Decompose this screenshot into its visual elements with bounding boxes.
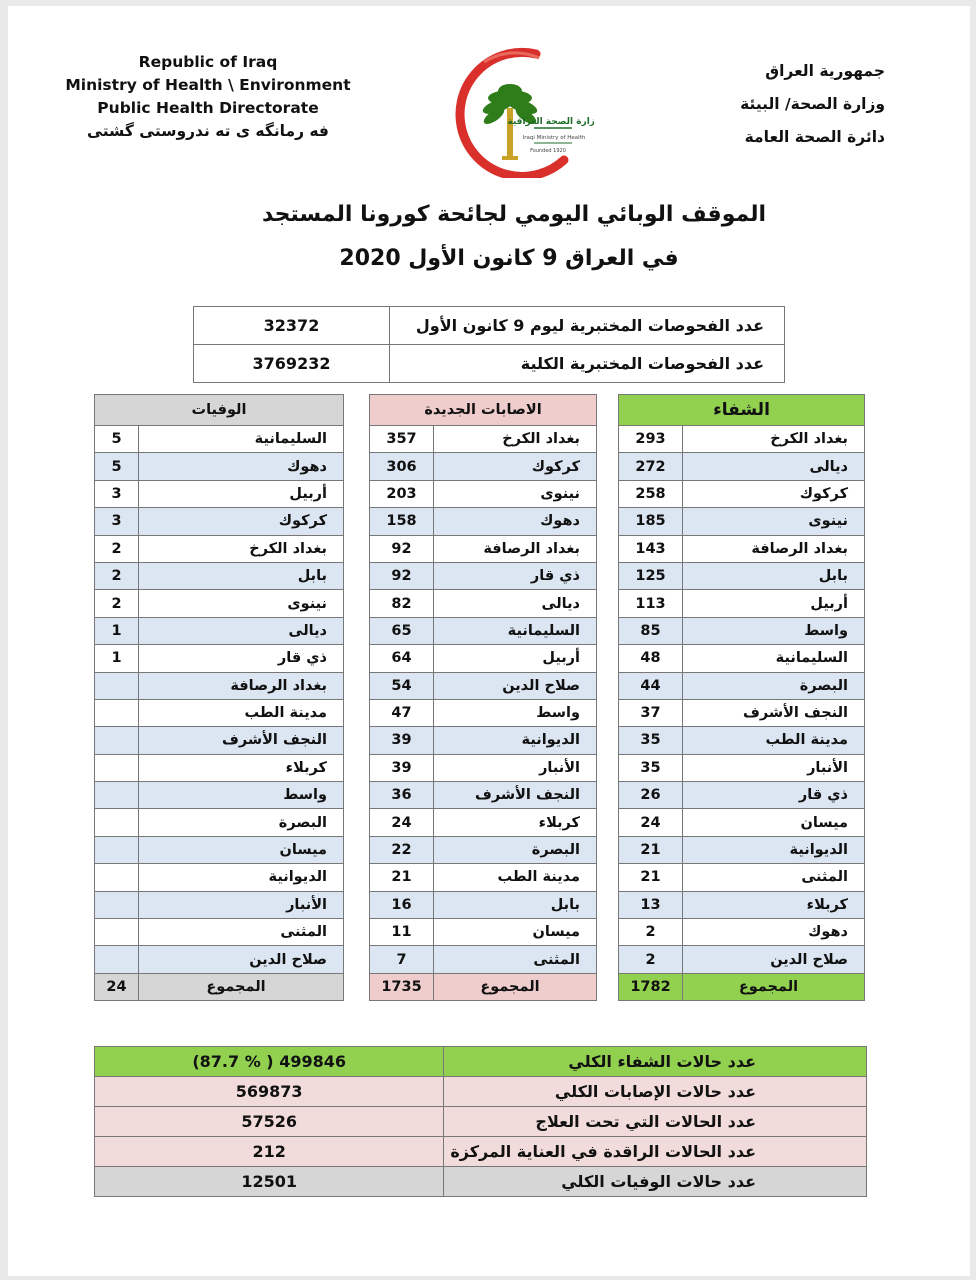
lab-tests-table: [193, 306, 785, 383]
recoveries-governorate: ذي قار: [683, 782, 865, 809]
recoveries-governorate: بابل: [683, 562, 865, 589]
recoveries-table: [618, 394, 865, 1001]
deaths-row: [95, 590, 344, 617]
new-cases-value: 36: [370, 782, 434, 809]
report-subtitle-date: في العراق 9 كانون الأول 2020: [339, 246, 679, 271]
deaths-governorate: الأنبار: [139, 891, 344, 918]
deaths-governorate: ذي قار: [139, 645, 344, 672]
recoveries-value: 143: [619, 535, 683, 562]
header-country-en: Republic of Iraq: [138, 53, 278, 71]
new-cases-total-label: المجموع: [434, 973, 597, 1000]
recoveries-row: [619, 946, 865, 973]
new-cases-total-row: [370, 973, 597, 1000]
new-cases-governorate: دهوك: [434, 508, 597, 535]
deaths-row: [95, 946, 344, 973]
deaths-row: [95, 754, 344, 781]
new-cases-governorate: الأنبار: [434, 754, 597, 781]
new-cases-governorate: البصرة: [434, 836, 597, 863]
new-cases-value: 11: [370, 919, 434, 946]
header-directorate-ku: فه رمانگه ى ته ندروستى گشتى: [87, 122, 329, 140]
deaths-row: [95, 508, 344, 535]
recoveries-governorate: ديالى: [683, 453, 865, 480]
new-cases-row: [370, 754, 597, 781]
new-cases-value: 21: [370, 864, 434, 891]
new-cases-row: [370, 617, 597, 644]
summary-label: عدد الحالات التي تحت العلاج: [444, 1107, 867, 1137]
new-cases-row: [370, 562, 597, 589]
recoveries-total-value: 1782: [619, 973, 683, 1000]
recoveries-row: [619, 809, 865, 836]
deaths-value: 3: [95, 508, 139, 535]
deaths-row: [95, 453, 344, 480]
new-cases-row: [370, 809, 597, 836]
deaths-row: [95, 836, 344, 863]
deaths-value: 3: [95, 480, 139, 507]
summary-row: [95, 1047, 867, 1077]
report-page: [8, 6, 970, 1276]
recoveries-value: 185: [619, 508, 683, 535]
deaths-governorate: أربيل: [139, 480, 344, 507]
new-cases-value: 64: [370, 645, 434, 672]
new-cases-value: 158: [370, 508, 434, 535]
new-cases-value: 16: [370, 891, 434, 918]
deaths-row: [95, 891, 344, 918]
new-cases-value: 357: [370, 426, 434, 453]
new-cases-governorate: مدينة الطب: [434, 864, 597, 891]
new-cases-value: 22: [370, 836, 434, 863]
header-ministry-en: Ministry of Health \ Environment: [65, 76, 351, 94]
recoveries-governorate: صلاح الدين: [683, 946, 865, 973]
new-cases-row: [370, 453, 597, 480]
recoveries-value: 26: [619, 782, 683, 809]
new-cases-row: [370, 782, 597, 809]
new-cases-value: 7: [370, 946, 434, 973]
recoveries-row: [619, 453, 865, 480]
new-cases-governorate: النجف الأشرف: [434, 782, 597, 809]
summary-row: [95, 1107, 867, 1137]
deaths-row: [95, 426, 344, 453]
deaths-row: [95, 919, 344, 946]
deaths-governorate: صلاح الدين: [139, 946, 344, 973]
recoveries-row: [619, 891, 865, 918]
new-cases-value: 92: [370, 535, 434, 562]
deaths-governorate: بغداد الكرخ: [139, 535, 344, 562]
total-tests-label: عدد الفحوصات المختبرية الكلية: [390, 345, 785, 383]
deaths-row: [95, 645, 344, 672]
new-cases-governorate: بابل: [434, 891, 597, 918]
deaths-row: [95, 562, 344, 589]
new-cases-value: 39: [370, 727, 434, 754]
new-cases-governorate: كركوك: [434, 453, 597, 480]
deaths-governorate: السليمانية: [139, 426, 344, 453]
recoveries-governorate: الأنبار: [683, 754, 865, 781]
new-cases-table: [369, 394, 597, 1001]
new-cases-row: [370, 699, 597, 726]
header-country-ar: جمهورية العراق: [765, 62, 885, 80]
deaths-row: [95, 782, 344, 809]
recoveries-governorate: أربيل: [683, 590, 865, 617]
new-cases-governorate: واسط: [434, 699, 597, 726]
recoveries-governorate: السليمانية: [683, 645, 865, 672]
deaths-value: 2: [95, 535, 139, 562]
new-cases-governorate: أربيل: [434, 645, 597, 672]
new-cases-value: 306: [370, 453, 434, 480]
recoveries-value: 272: [619, 453, 683, 480]
recoveries-row: [619, 590, 865, 617]
new-cases-governorate: بغداد الكرخ: [434, 426, 597, 453]
new-cases-value: 203: [370, 480, 434, 507]
recoveries-governorate: بغداد الكرخ: [683, 426, 865, 453]
deaths-governorate: الديوانية: [139, 864, 344, 891]
recoveries-governorate: بغداد الرصافة: [683, 535, 865, 562]
recoveries-row: [619, 836, 865, 863]
deaths-row: [95, 727, 344, 754]
new-cases-row: [370, 727, 597, 754]
new-cases-row: [370, 672, 597, 699]
summary-value: 12501: [95, 1167, 444, 1197]
deaths-value: [95, 727, 139, 754]
recoveries-row: [619, 754, 865, 781]
recoveries-total-label: المجموع: [683, 973, 865, 1000]
deaths-governorate: نينوى: [139, 590, 344, 617]
summary-value: 57526: [95, 1107, 444, 1137]
recoveries-governorate: النجف الأشرف: [683, 699, 865, 726]
recoveries-row: [619, 562, 865, 589]
deaths-governorate: النجف الأشرف: [139, 727, 344, 754]
summary-value: 569873: [95, 1077, 444, 1107]
new-cases-header: الاصابات الجديدة: [370, 395, 597, 426]
deaths-value: [95, 809, 139, 836]
recoveries-row: [619, 919, 865, 946]
deaths-governorate: دهوك: [139, 453, 344, 480]
deaths-value: 2: [95, 590, 139, 617]
recoveries-governorate: كربلاء: [683, 891, 865, 918]
new-cases-governorate: الديوانية: [434, 727, 597, 754]
new-cases-row: [370, 891, 597, 918]
recoveries-value: 48: [619, 645, 683, 672]
recoveries-row: [619, 508, 865, 535]
new-cases-governorate: ذي قار: [434, 562, 597, 589]
new-cases-row: [370, 836, 597, 863]
deaths-value: [95, 946, 139, 973]
new-cases-row: [370, 864, 597, 891]
recoveries-governorate: المثنى: [683, 864, 865, 891]
deaths-governorate: مدينة الطب: [139, 699, 344, 726]
deaths-value: 1: [95, 617, 139, 644]
new-cases-row: [370, 590, 597, 617]
deaths-value: [95, 672, 139, 699]
new-cases-row: [370, 480, 597, 507]
arabic-header: [665, 55, 885, 154]
new-cases-governorate: بغداد الرصافة: [434, 535, 597, 562]
summary-row: [95, 1167, 867, 1197]
recoveries-header: الشفاء: [619, 395, 865, 426]
summary-value: (87.7 % ) 499846: [95, 1047, 444, 1077]
total-tests-row: [194, 345, 785, 383]
new-cases-value: 47: [370, 699, 434, 726]
summary-label: عدد حالات الشفاء الكلي: [444, 1047, 867, 1077]
header-ministry-ar: وزارة الصحة/ البيئة: [740, 95, 885, 113]
ministry-logo: [444, 42, 594, 178]
daily-tests-label: عدد الفحوصات المختبرية ليوم 9 كانون الأول: [390, 307, 785, 345]
recoveries-row: [619, 645, 865, 672]
recoveries-governorate: ميسان: [683, 809, 865, 836]
recoveries-row: [619, 782, 865, 809]
recoveries-row: [619, 699, 865, 726]
logo-text-en: Iraqi Ministry of Health: [522, 135, 586, 141]
logo-text-main: وزارة الصحة العراقية: [507, 117, 594, 127]
deaths-total-label: المجموع: [139, 973, 344, 1000]
recoveries-governorate: مدينة الطب: [683, 727, 865, 754]
recoveries-value: 37: [619, 699, 683, 726]
summary-value: 212: [95, 1137, 444, 1167]
recoveries-governorate: دهوك: [683, 919, 865, 946]
deaths-governorate: كركوك: [139, 508, 344, 535]
deaths-governorate: بغداد الرصافة: [139, 672, 344, 699]
deaths-row: [95, 699, 344, 726]
new-cases-value: 24: [370, 809, 434, 836]
recoveries-governorate: البصرة: [683, 672, 865, 699]
logo-text-founded: Founded 1920: [530, 148, 566, 154]
recoveries-governorate: واسط: [683, 617, 865, 644]
new-cases-governorate: كربلاء: [434, 809, 597, 836]
recoveries-value: 293: [619, 426, 683, 453]
deaths-governorate: ديالى: [139, 617, 344, 644]
deaths-value: [95, 836, 139, 863]
recoveries-row: [619, 864, 865, 891]
deaths-value: 2: [95, 562, 139, 589]
summary-label: عدد حالات الوفيات الكلي: [444, 1167, 867, 1197]
new-cases-governorate: السليمانية: [434, 617, 597, 644]
deaths-total-row: [95, 973, 344, 1000]
new-cases-row: [370, 946, 597, 973]
report-title: الموقف الوبائي اليومي لجائحة كورونا المستجد: [261, 202, 767, 227]
recoveries-row: [619, 672, 865, 699]
recoveries-value: 35: [619, 754, 683, 781]
new-cases-row: [370, 426, 597, 453]
deaths-value: [95, 699, 139, 726]
new-cases-governorate: صلاح الدين: [434, 672, 597, 699]
deaths-value: 5: [95, 426, 139, 453]
new-cases-header-row: [370, 395, 597, 426]
new-cases-governorate: ميسان: [434, 919, 597, 946]
recoveries-row: [619, 727, 865, 754]
deaths-value: [95, 864, 139, 891]
deaths-header-row: [95, 395, 344, 426]
summary-label: عدد حالات الإصابات الكلي: [444, 1077, 867, 1107]
recoveries-value: 125: [619, 562, 683, 589]
new-cases-value: 92: [370, 562, 434, 589]
header-directorate-en: Public Health Directorate: [97, 99, 319, 117]
deaths-governorate: كربلاء: [139, 754, 344, 781]
recoveries-row: [619, 426, 865, 453]
recoveries-row: [619, 617, 865, 644]
recoveries-row: [619, 535, 865, 562]
deaths-value: [95, 754, 139, 781]
recoveries-value: 35: [619, 727, 683, 754]
deaths-row: [95, 535, 344, 562]
deaths-governorate: واسط: [139, 782, 344, 809]
new-cases-value: 39: [370, 754, 434, 781]
deaths-value: 5: [95, 453, 139, 480]
new-cases-value: 82: [370, 590, 434, 617]
deaths-total-value: 24: [95, 973, 139, 1000]
recoveries-value: 85: [619, 617, 683, 644]
totals-summary-table: [94, 1046, 867, 1197]
header-directorate-ar: دائرة الصحة العامة: [744, 128, 885, 146]
recoveries-governorate: كركوك: [683, 480, 865, 507]
recoveries-value: 44: [619, 672, 683, 699]
recoveries-header-row: [619, 395, 865, 426]
new-cases-total-value: 1735: [370, 973, 434, 1000]
new-cases-governorate: المثنى: [434, 946, 597, 973]
new-cases-value: 65: [370, 617, 434, 644]
deaths-row: [95, 864, 344, 891]
recoveries-value: 258: [619, 480, 683, 507]
palm-tree-logo-icon: [444, 42, 594, 178]
deaths-row: [95, 672, 344, 699]
new-cases-row: [370, 508, 597, 535]
recoveries-governorate: الديوانية: [683, 836, 865, 863]
deaths-row: [95, 617, 344, 644]
total-tests-value: 3769232: [194, 345, 390, 383]
deaths-governorate: البصرة: [139, 809, 344, 836]
deaths-value: [95, 919, 139, 946]
recoveries-value: 13: [619, 891, 683, 918]
new-cases-row: [370, 919, 597, 946]
deaths-governorate: بابل: [139, 562, 344, 589]
deaths-header: الوفيات: [95, 395, 344, 426]
recoveries-value: 24: [619, 809, 683, 836]
recoveries-value: 2: [619, 946, 683, 973]
recoveries-value: 21: [619, 836, 683, 863]
new-cases-governorate: ديالى: [434, 590, 597, 617]
new-cases-governorate: نينوى: [434, 480, 597, 507]
recoveries-value: 2: [619, 919, 683, 946]
new-cases-row: [370, 645, 597, 672]
deaths-value: [95, 891, 139, 918]
recoveries-total-row: [619, 973, 865, 1000]
summary-label: عدد الحالات الراقدة في العناية المركزة: [444, 1137, 867, 1167]
summary-row: [95, 1137, 867, 1167]
deaths-value: [95, 782, 139, 809]
deaths-row: [95, 809, 344, 836]
recoveries-value: 113: [619, 590, 683, 617]
new-cases-value: 54: [370, 672, 434, 699]
deaths-governorate: ميسان: [139, 836, 344, 863]
english-header: [58, 51, 358, 143]
deaths-table: [94, 394, 344, 1001]
recoveries-governorate: نينوى: [683, 508, 865, 535]
deaths-value: 1: [95, 645, 139, 672]
deaths-governorate: المثنى: [139, 919, 344, 946]
daily-tests-row: [194, 307, 785, 345]
new-cases-row: [370, 535, 597, 562]
recoveries-row: [619, 480, 865, 507]
recoveries-value: 21: [619, 864, 683, 891]
daily-tests-value: 32372: [194, 307, 390, 345]
summary-row: [95, 1077, 867, 1107]
deaths-row: [95, 480, 344, 507]
